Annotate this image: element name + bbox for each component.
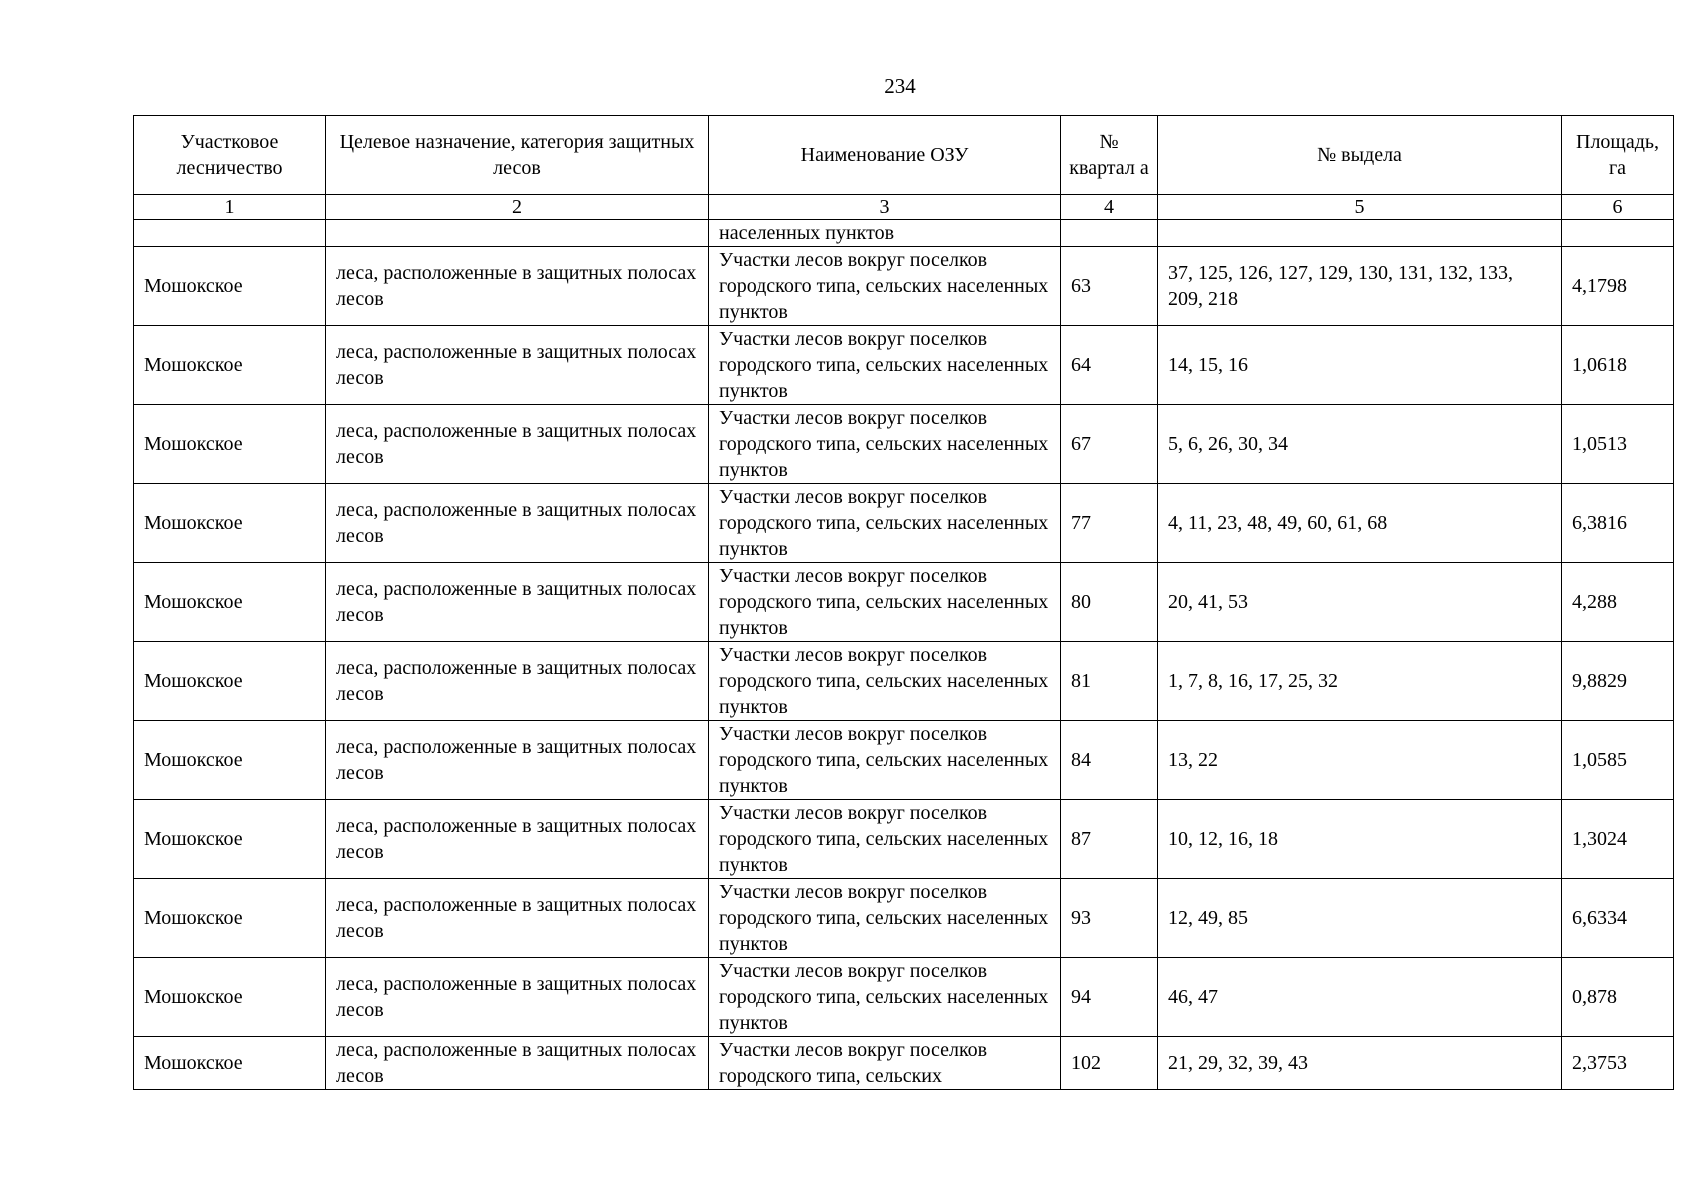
header-allotment: № выдела [1158,116,1562,195]
cell-ozu: Участки лесов вокруг поселков городского типа, сельских населенных пунктов [709,247,1061,326]
cell-purpose: леса, расположенные в защитных полосах лесов [326,247,709,326]
table-row [134,484,1674,563]
table-row [134,800,1674,879]
cell-ozu: Участки лесов вокруг поселков городского типа, сельских населенных пунктов [709,879,1061,958]
column-number: 3 [709,195,1061,220]
cell-quarter: 64 [1061,326,1158,405]
cell-forestry: Мошокское [134,247,326,326]
cell-area: 0,878 [1562,958,1674,1037]
cell-forestry: Мошокское [134,484,326,563]
cell-purpose: леса, расположенные в защитных полосах лесов [326,1037,709,1090]
cell-forestry: Мошокское [134,879,326,958]
cell-allotment: 37, 125, 126, 127, 129, 130, 131, 132, 133, 209, 218 [1158,247,1562,326]
continuation-row [134,220,1674,247]
cell-quarter: 84 [1061,721,1158,800]
cell-purpose: леса, расположенные в защитных полосах лесов [326,958,709,1037]
header-row [134,116,1674,195]
cell-purpose: леса, расположенные в защитных полосах лесов [326,642,709,721]
column-number: 5 [1158,195,1562,220]
cell-ozu: Участки лесов вокруг поселков городского типа, сельских населенных пунктов [709,326,1061,405]
cell-allotment: 21, 29, 32, 39, 43 [1158,1037,1562,1090]
cell-area: 6,3816 [1562,484,1674,563]
cell-quarter: 102 [1061,1037,1158,1090]
cell-forestry: Мошокское [134,563,326,642]
cell-allotment [1158,220,1562,247]
cell-quarter: 77 [1061,484,1158,563]
cell-quarter: 81 [1061,642,1158,721]
cell-purpose: леса, расположенные в защитных полосах лесов [326,484,709,563]
cell-ozu: Участки лесов вокруг поселков городского типа, сельских населенных пунктов [709,958,1061,1037]
cell-purpose [326,220,709,247]
cell-purpose: леса, расположенные в защитных полосах лесов [326,879,709,958]
column-number: 2 [326,195,709,220]
cell-area: 9,8829 [1562,642,1674,721]
cell-ozu: Участки лесов вокруг поселков городского типа, сельских населенных пунктов [709,484,1061,563]
cell-area: 1,0585 [1562,721,1674,800]
cell-quarter: 63 [1061,247,1158,326]
cell-area: 1,0513 [1562,405,1674,484]
table-row [134,879,1674,958]
cell-allotment: 13, 22 [1158,721,1562,800]
table-row [134,642,1674,721]
cell-allotment: 4, 11, 23, 48, 49, 60, 61, 68 [1158,484,1562,563]
cell-quarter: 87 [1061,800,1158,879]
cell-allotment: 46, 47 [1158,958,1562,1037]
cell-purpose: леса, расположенные в защитных полосах лесов [326,563,709,642]
cell-quarter: 67 [1061,405,1158,484]
cell-forestry: Мошокское [134,326,326,405]
table-row [134,958,1674,1037]
cell-purpose: леса, расположенные в защитных полосах лесов [326,721,709,800]
cell-ozu: населенных пунктов [709,220,1061,247]
header-area: Площадь, га [1562,116,1674,195]
cell-quarter [1061,220,1158,247]
cell-allotment: 5, 6, 26, 30, 34 [1158,405,1562,484]
cell-forestry: Мошокское [134,958,326,1037]
cell-area: 4,288 [1562,563,1674,642]
cell-area: 1,3024 [1562,800,1674,879]
header-quarter: № квартал а [1061,116,1158,195]
cell-forestry [134,220,326,247]
cell-ozu: Участки лесов вокруг поселков городского типа, сельских населенных пунктов [709,563,1061,642]
table-row [134,721,1674,800]
page-number: 234 [884,74,916,98]
column-number: 4 [1061,195,1158,220]
cell-ozu: Участки лесов вокруг поселков городского типа, сельских населенных пунктов [709,800,1061,879]
cell-forestry: Мошокское [134,642,326,721]
cell-quarter: 94 [1061,958,1158,1037]
column-number-row [134,195,1674,220]
cell-forestry: Мошокское [134,721,326,800]
cell-quarter: 93 [1061,879,1158,958]
column-number: 6 [1562,195,1674,220]
cell-allotment: 10, 12, 16, 18 [1158,800,1562,879]
cell-area: 1,0618 [1562,326,1674,405]
cell-area: 6,6334 [1562,879,1674,958]
cell-forestry: Мошокское [134,800,326,879]
cell-ozu: Участки лесов вокруг поселков городского типа, сельских [709,1037,1061,1090]
cell-allotment: 14, 15, 16 [1158,326,1562,405]
header-ozu: Наименование ОЗУ [709,116,1061,195]
cell-quarter: 80 [1061,563,1158,642]
column-number: 1 [134,195,326,220]
cell-allotment: 20, 41, 53 [1158,563,1562,642]
cell-area [1562,220,1674,247]
cell-ozu: Участки лесов вокруг поселков городского типа, сельских населенных пунктов [709,721,1061,800]
table-row [134,563,1674,642]
header-purpose: Целевое назначение, категория защитных лесов [326,116,709,195]
cell-ozu: Участки лесов вокруг поселков городского типа, сельских населенных пунктов [709,405,1061,484]
cell-purpose: леса, расположенные в защитных полосах лесов [326,800,709,879]
cell-area: 2,3753 [1562,1037,1674,1090]
table-row [134,405,1674,484]
forest-table [133,115,1674,1090]
cell-ozu: Участки лесов вокруг поселков городского типа, сельских населенных пунктов [709,642,1061,721]
cell-allotment: 12, 49, 85 [1158,879,1562,958]
cell-allotment: 1, 7, 8, 16, 17, 25, 32 [1158,642,1562,721]
table-row [134,326,1674,405]
cell-forestry: Мошокское [134,1037,326,1090]
table-row-last [134,1037,1674,1090]
cell-purpose: леса, расположенные в защитных полосах лесов [326,326,709,405]
cell-purpose: леса, расположенные в защитных полосах лесов [326,405,709,484]
table-row [134,247,1674,326]
header-forestry: Участковое лесничество [134,116,326,195]
cell-area: 4,1798 [1562,247,1674,326]
cell-forestry: Мошокское [134,405,326,484]
